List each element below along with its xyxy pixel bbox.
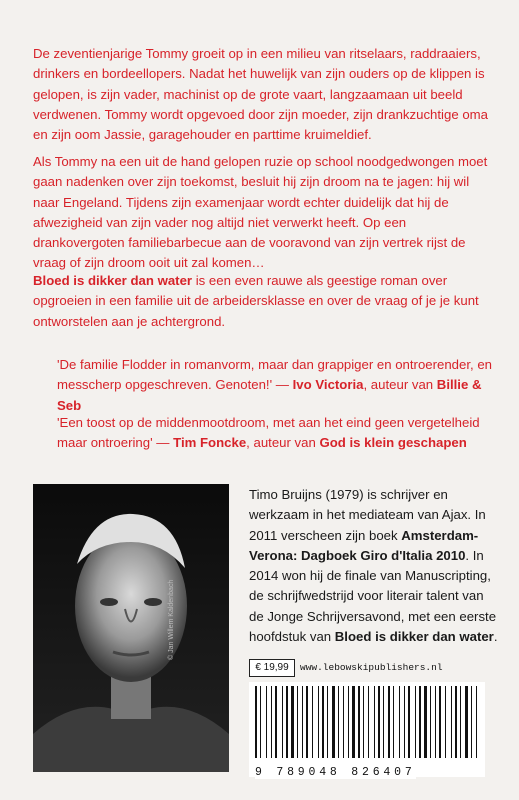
barcode-bar [471,686,472,758]
barcode-bar [451,686,452,758]
quote-dash: — [272,377,293,393]
barcode-bar [358,686,360,758]
author-photo [33,484,229,772]
quote-role: , auteur van [246,435,320,451]
barcode-bar [286,686,288,758]
photo-credit: © Jan Willem Kaldenbach [168,579,175,660]
barcode-bar [255,686,257,758]
review-quote-1 [57,355,497,416]
quote-text: 'Een toost op de middenmootdroom, met aan het eind geen vergetelheid maar ontroering' [57,415,480,451]
barcode-bar [343,686,344,758]
barcode-bars [249,682,485,762]
barcode-bar [348,686,349,758]
quote-author: Tim Foncke [173,435,247,451]
blurb-paragraph-2: Als Tommy na een uit de hand gelopen ruzie op school noodgedwongen moet gaan nadenken over zijn toekomst, besluit hij zijn droom na te jagen: hij wil naar Engeland. Tijdens zijn examenjaar wordt echter duidelijk dat hij de afwezigheid van zijn vader nog altijd niet verwerkt heeft. Op een drankovergoten familiebarbecue aan de vooravond van zijn vertrek rijst de vraag of zijn droom ooit uit zal komen… [33,154,488,271]
barcode-bar [260,686,261,758]
barcode-bar [338,686,339,758]
barcode-bar [404,686,405,758]
author-bio [249,485,499,647]
barcode-bar [275,686,277,758]
barcode-bar [282,686,283,758]
barcode-bar [455,686,457,758]
barcode-bar [312,686,313,758]
quote-role: , auteur van [363,377,437,393]
quote-dash: — [152,435,174,451]
barcode-bar [352,686,355,758]
barcode-bar [476,686,477,758]
barcode-bar [266,686,267,758]
barcode-bar [302,686,303,758]
barcode-bar [465,686,468,758]
barcode-bar [430,686,431,758]
barcode-bar [460,686,461,758]
barcode-bar [424,686,427,758]
book-title: Bloed is dikker dan water [33,273,193,288]
bio-text-3: . [493,629,498,645]
barcode-bar [363,686,364,758]
barcode-bar [368,686,369,758]
bio-text-1: (1979) is schrijver en werkzaam in het mediateam van Ajax. In 2011 verscheen zijn boek [249,487,486,543]
quote-author: Ivo Victoria [292,377,364,393]
barcode-bar [388,686,390,758]
bio-book-2: Bloed is dikker dan water [334,629,494,645]
barcode [249,682,485,777]
quote-work: God is klein geschapen [319,435,467,451]
price-tag: € 19,99 [249,659,295,677]
barcode-bar [435,686,436,758]
isbn-number: 9 789048 826407 [255,766,416,779]
bio-text-2: . In 2014 won hij de finale van Manuscripting, de schrijfwedstrijd voor literair talent van de Jonge Schrijversavond, met een eerste hoofdstuk van [249,547,497,645]
barcode-bar [291,686,294,758]
barcode-bar [327,686,328,758]
barcode-bar [322,686,324,758]
barcode-bar [419,686,421,758]
barcode-bar [383,686,384,758]
quote-work: Billie & Seb [57,377,482,413]
barcode-bar [378,686,380,758]
barcode-bar [297,686,298,758]
barcode-bar [393,686,394,758]
barcode-bar [439,686,441,758]
barcode-bar [318,686,319,758]
barcode-bar [271,686,272,758]
barcode-bar [415,686,416,758]
barcode-bar [445,686,446,758]
blurb-paragraph-1: De zeventienjarige Tommy groeit op in een milieu van ritselaars, raddraaiers, drinkers en bordeellopers. Nadat het huwelijk van zijn ouders op de klippen is gelopen, is zijn vader, machinist op de grote vaart, langzaamaan uit beeld verdwenen. Tommy wordt opgevoed door zijn moeder, zijn drankzuchtige oma en zijn oom Jassie, garagehouder en parttime kruimeldief. [33,46,488,143]
author-portrait-graphic [33,484,229,772]
barcode-bar [332,686,335,758]
review-quote-2 [57,413,497,454]
barcode-bar [374,686,375,758]
blurb-paragraph-3-text: is een even rauwe als geestige roman over opgroeien in een familie uit de arbeidersklasse en over de vraag of je je kunt ontworstelen aan je achtergrond. [33,273,479,329]
author-name: Timo Bruijns [249,487,322,502]
bio-book-1: Amsterdam-Verona: Dagboek Giro d'Italia 2010 [249,527,479,563]
blurb-paragraph-3 [33,271,493,332]
publisher-url: www.lebowskipublishers.nl [300,662,443,673]
quote-text: 'De familie Flodder in romanvorm, maar dan grappiger en ontroerender, en messcherp opgeschreven. Genoten!' [57,357,493,393]
barcode-bar [399,686,400,758]
barcode-bar [408,686,410,758]
barcode-bar [306,686,308,758]
